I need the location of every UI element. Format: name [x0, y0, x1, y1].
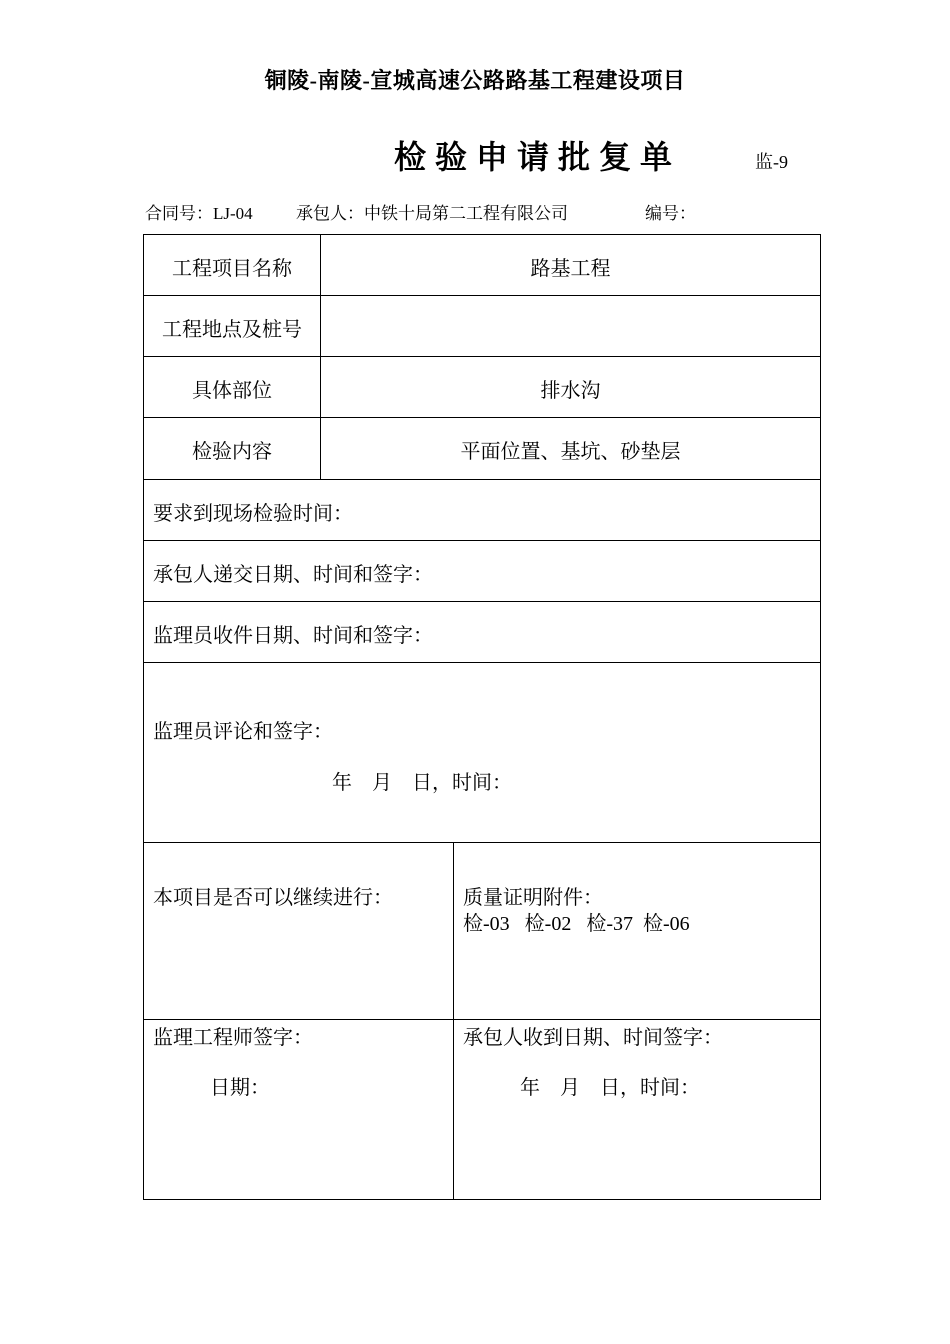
inspection-content-value: 平面位置、基坑、砂垫层 [460, 441, 681, 463]
inspection-time-field: 要求到现场检验时间： [153, 503, 353, 525]
row-divider [144, 1019, 820, 1020]
continue-question: 本项目是否可以继续进行： [153, 887, 393, 909]
supervisor-comment-field: 监理员评论和签字： [153, 721, 333, 743]
quality-attachments-label: 质量证明附件： [463, 887, 603, 909]
project-title: 铜陵-南陵-宣城高速公路路基工程建设项目 [264, 68, 686, 93]
row-divider [144, 295, 820, 296]
row-divider [144, 417, 820, 418]
engineer-signature-field: 监理工程师签字： [153, 1027, 313, 1049]
specific-part-label: 具体部位 [192, 380, 272, 402]
quality-attachments-list: 检-03 检-02 检-37 检-06 [463, 913, 690, 935]
form-title: 检验申请批复单 [394, 139, 682, 175]
supervisor-receive-field: 监理员收件日期、时间和签字： [153, 625, 433, 647]
project-name-label: 工程项目名称 [172, 258, 292, 280]
form-code: 监-9 [755, 152, 788, 172]
location-chainage-label: 工程地点及桩号 [162, 319, 302, 341]
specific-part-value: 排水沟 [540, 380, 601, 402]
column-divider [453, 842, 454, 1200]
inspection-content-label: 检验内容 [192, 441, 272, 463]
row-divider [144, 842, 820, 843]
contract-number: 合同号：LJ-04 [145, 204, 253, 223]
contractor-name: 承包人：中铁十局第二工程有限公司 [296, 204, 568, 223]
row-divider [144, 662, 820, 663]
engineer-date-field: 日期： [210, 1077, 270, 1099]
comment-date-time: 年 月 日，时间： [332, 772, 512, 794]
row-divider [144, 601, 820, 602]
contractor-receive-field: 承包人收到日期、时间签字： [463, 1027, 723, 1049]
document-number: 编号： [645, 204, 696, 223]
row-divider [144, 540, 820, 541]
contractor-submit-field: 承包人递交日期、时间和签字： [153, 564, 433, 586]
inspection-form-table [143, 234, 821, 1200]
contractor-receive-date-time: 年 月 日，时间： [520, 1077, 700, 1099]
row-divider [144, 356, 820, 357]
row-divider [144, 479, 820, 480]
project-name-value: 路基工程 [530, 258, 611, 280]
